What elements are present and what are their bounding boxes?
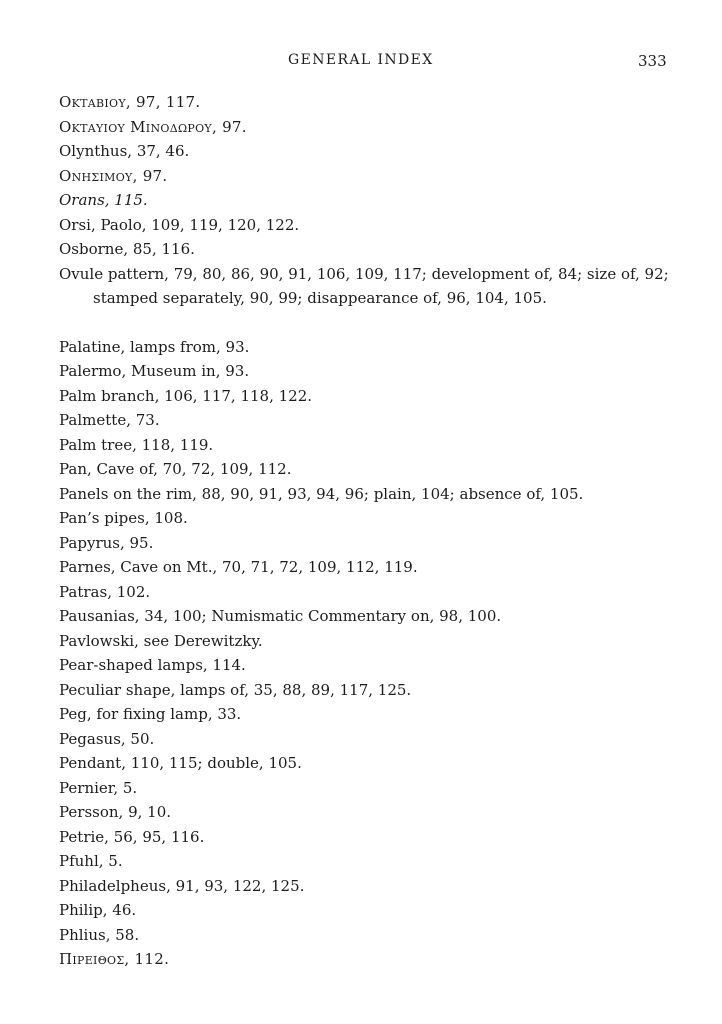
index-entry: Persson, 9, 10. <box>59 803 172 821</box>
index-entry: Peg, for fixing lamp, 33. <box>59 705 242 723</box>
index-entry: Palm branch, 106, 117, 118, 122. <box>59 386 313 405</box>
index-entry: Patras, 102. <box>59 582 151 601</box>
index-entry: Οκταυιου Μινοδωρου, 97. <box>59 117 247 136</box>
index-entry: Pan, Cave of, 70, 72, 109, 112. <box>59 460 292 478</box>
index-entry: Ovule pattern, 79, 80, 86, 90, 91, 106, 109, 117; development of, 84; size of, 92; stamped separately, 90, 99; disappearance of, 96, 104, 105. <box>59 264 669 307</box>
page-header <box>0 52 722 74</box>
index-entry: Πιρειθοσ, 112. <box>59 950 170 968</box>
index-entry: Parnes, Cave on Mt., 70, 71, 72, 109, 112, 119. <box>59 558 418 576</box>
index-entry: Pernier, 5. <box>59 778 138 797</box>
index-entry: Orans, 115. <box>59 191 148 209</box>
index-entry: Phlius, 58. <box>59 925 140 944</box>
index-entry: Ονησιμου, 97. <box>59 166 168 185</box>
index-entries <box>59 90 669 972</box>
page-number: 333 <box>638 52 667 70</box>
index-entry: Οκταβιου, 97, 117. <box>59 93 201 111</box>
index-entry: Palm tree, 118, 119. <box>59 435 214 454</box>
index-section-o <box>59 90 669 311</box>
index-entry: Philadelpheus, 91, 93, 122, 125. <box>59 876 305 895</box>
section-divider <box>59 311 669 335</box>
index-entry: Pegasus, 50. <box>59 729 155 748</box>
index-entry: Pendant, 110, 115; double, 105. <box>59 754 302 772</box>
index-entry: Papyrus, 95. <box>59 533 154 552</box>
index-entry: Osborne, 85, 116. <box>59 240 195 258</box>
index-entry: Pavlowski, see Derewitzky. <box>59 631 263 650</box>
index-section-p <box>59 335 669 972</box>
index-entry: Palmette, 73. <box>59 411 160 429</box>
index-entry: Olynthus, 37, 46. <box>59 142 190 160</box>
index-entry: Palermo, Museum in, 93. <box>59 362 250 380</box>
index-entry: Petrie, 56, 95, 116. <box>59 827 205 846</box>
index-entry: Peculiar shape, lamps of, 35, 88, 89, 117, 125. <box>59 680 412 699</box>
index-entry: Pfuhl, 5. <box>59 852 123 870</box>
index-entry: Orsi, Paolo, 109, 119, 120, 122. <box>59 215 300 234</box>
index-entry: Philip, 46. <box>59 901 137 919</box>
running-title: GENERAL INDEX <box>288 52 434 68</box>
index-entry: Pausanias, 34, 100; Numismatic Commentary on, 98, 100. <box>59 607 502 625</box>
index-entry: Pear-shaped lamps, 114. <box>59 656 246 674</box>
index-entry: Panels on the rim, 88, 90, 91, 93, 94, 96; plain, 104; absence of, 105. <box>59 484 584 503</box>
index-entry: Pan’s pipes, 108. <box>59 509 188 527</box>
index-entry: Palatine, lamps from, 93. <box>59 337 250 356</box>
